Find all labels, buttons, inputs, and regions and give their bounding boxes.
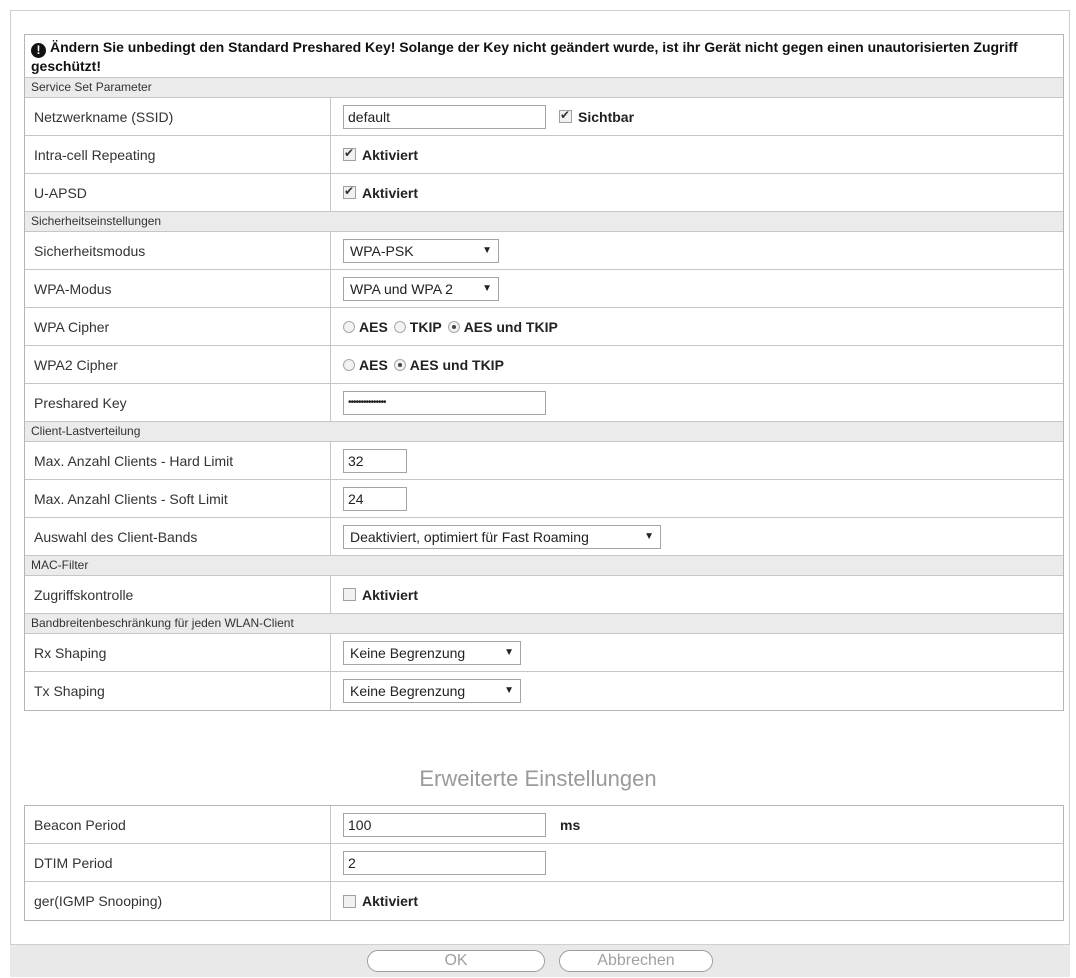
beacon-label: Beacon Period [25, 806, 331, 843]
ssid-visible-label: Sichtbar [578, 108, 635, 125]
wpa-mode-select[interactable] [343, 277, 499, 301]
row-access-control [25, 576, 1063, 614]
wpa2-cipher-radio-aes-tkip[interactable] [394, 359, 406, 371]
row-wpa-mode [25, 270, 1063, 308]
wlan-settings-panel [24, 34, 1064, 711]
rx-shaping-value: Keine Begrenzung [350, 644, 466, 661]
button-bar [10, 944, 1070, 977]
row-tx-shaping [25, 672, 1063, 710]
wpa-cipher-radio-aes-tkip[interactable] [448, 321, 460, 333]
ssid-input[interactable]: default [343, 105, 546, 129]
uapsd-checkbox[interactable] [343, 186, 356, 199]
section-service-set: Service Set Parameter [25, 78, 1063, 98]
row-dtim [25, 844, 1063, 882]
security-mode-select[interactable] [343, 239, 499, 263]
hard-limit-label: Max. Anzahl Clients - Hard Limit [25, 442, 331, 479]
intra-cell-label: Intra-cell Repeating [25, 136, 331, 173]
section-client-load: Client-Lastverteilung [25, 422, 1063, 442]
row-wpa-cipher [25, 308, 1063, 346]
ssid-visible-checkbox[interactable] [559, 110, 572, 123]
dropdown-arrow-icon: ▼ [504, 646, 514, 658]
advanced-settings-title: Erweiterte Einstellungen [419, 766, 657, 791]
dropdown-arrow-icon: ▼ [504, 685, 514, 696]
wpa-cipher-radio-aes[interactable] [343, 321, 355, 333]
row-uapsd [25, 174, 1063, 212]
dtim-input[interactable]: 2 [343, 851, 546, 875]
advanced-settings-panel [24, 805, 1064, 921]
ssid-label: Netzwerkname (SSID) [25, 98, 331, 135]
wpa-mode-value: WPA und WPA 2 [350, 280, 453, 297]
hard-limit-input[interactable]: 32 [343, 449, 407, 473]
row-ssid [25, 98, 1063, 136]
uapsd-label: U-APSD [25, 174, 331, 211]
client-band-value: Deaktiviert, optimiert für Fast Roaming [350, 528, 589, 545]
section-security: Sicherheitseinstellungen [25, 212, 1063, 232]
security-mode-label: Sicherheitsmodus [25, 232, 331, 269]
igmp-label: ger(IGMP Snooping) [25, 882, 331, 920]
ok-button[interactable]: OK [367, 950, 545, 972]
dropdown-arrow-icon: ▼ [482, 282, 492, 294]
dropdown-arrow-icon: ▼ [482, 244, 492, 256]
row-beacon [25, 806, 1063, 844]
exclamation-circle-icon: ! [31, 43, 46, 58]
psk-input[interactable]: ••••••••••••••• [343, 391, 546, 415]
cancel-button[interactable]: Abbrechen [559, 950, 713, 972]
client-band-select[interactable] [343, 525, 661, 549]
row-igmp [25, 882, 1063, 920]
wpa-mode-label: WPA-Modus [25, 270, 331, 307]
wpa-cipher-label: WPA Cipher [25, 308, 331, 345]
tx-shaping-label: Tx Shaping [25, 672, 331, 710]
security-mode-value: WPA-PSK [350, 242, 414, 259]
soft-limit-input[interactable]: 24 [343, 487, 407, 511]
row-hard-limit [25, 442, 1063, 480]
igmp-option-label: Aktiviert [362, 893, 419, 909]
row-soft-limit [25, 480, 1063, 518]
wpa2-cipher-option-aes-tkip: AES und TKIP [409, 356, 504, 373]
psk-label: Preshared Key [25, 384, 331, 421]
tx-shaping-select[interactable] [343, 679, 521, 703]
row-rx-shaping [25, 634, 1063, 672]
igmp-checkbox[interactable] [343, 895, 356, 908]
wpa-cipher-option-tkip: TKIP [409, 318, 442, 335]
access-control-label: Zugriffskontrolle [25, 576, 331, 613]
dtim-label: DTIM Period [25, 844, 331, 881]
row-security-mode [25, 232, 1063, 270]
rx-shaping-select[interactable] [343, 641, 521, 665]
access-control-option-label: Aktiviert [362, 586, 419, 603]
beacon-input[interactable]: 100 [343, 813, 546, 837]
warning-message [25, 35, 1063, 78]
intra-cell-checkbox[interactable] [343, 148, 356, 161]
row-psk [25, 384, 1063, 422]
beacon-unit: ms [560, 816, 581, 833]
section-bandwidth: Bandbreitenbeschränkung für jeden WLAN-Client [25, 614, 1063, 634]
uapsd-option-label: Aktiviert [362, 184, 419, 201]
wpa2-cipher-label: WPA2 Cipher [25, 346, 331, 383]
wpa-cipher-radio-tkip[interactable] [394, 321, 406, 333]
rx-shaping-label: Rx Shaping [25, 634, 331, 671]
warning-text: Ändern Sie unbedingt den Standard Preshared Key! Solange der Key nicht geändert wurde, ist ihr Gerät nicht gegen einen unautorisierten Zugriff geschützt! [31, 39, 1018, 74]
dropdown-arrow-icon: ▼ [644, 530, 654, 542]
wpa-cipher-option-aes-tkip: AES und TKIP [463, 318, 558, 335]
row-wpa2-cipher [25, 346, 1063, 384]
client-band-label: Auswahl des Client-Bands [25, 518, 331, 555]
tx-shaping-value: Keine Begrenzung [350, 683, 466, 699]
wpa-cipher-option-aes: AES [359, 318, 388, 335]
soft-limit-label: Max. Anzahl Clients - Soft Limit [25, 480, 331, 517]
row-client-band [25, 518, 1063, 556]
section-mac-filter: MAC-Filter [25, 556, 1063, 576]
wpa2-cipher-radio-aes[interactable] [343, 359, 355, 371]
access-control-checkbox[interactable] [343, 588, 356, 601]
row-intra-cell [25, 136, 1063, 174]
wpa2-cipher-option-aes: AES [359, 356, 388, 373]
intra-cell-option-label: Aktiviert [362, 146, 419, 163]
